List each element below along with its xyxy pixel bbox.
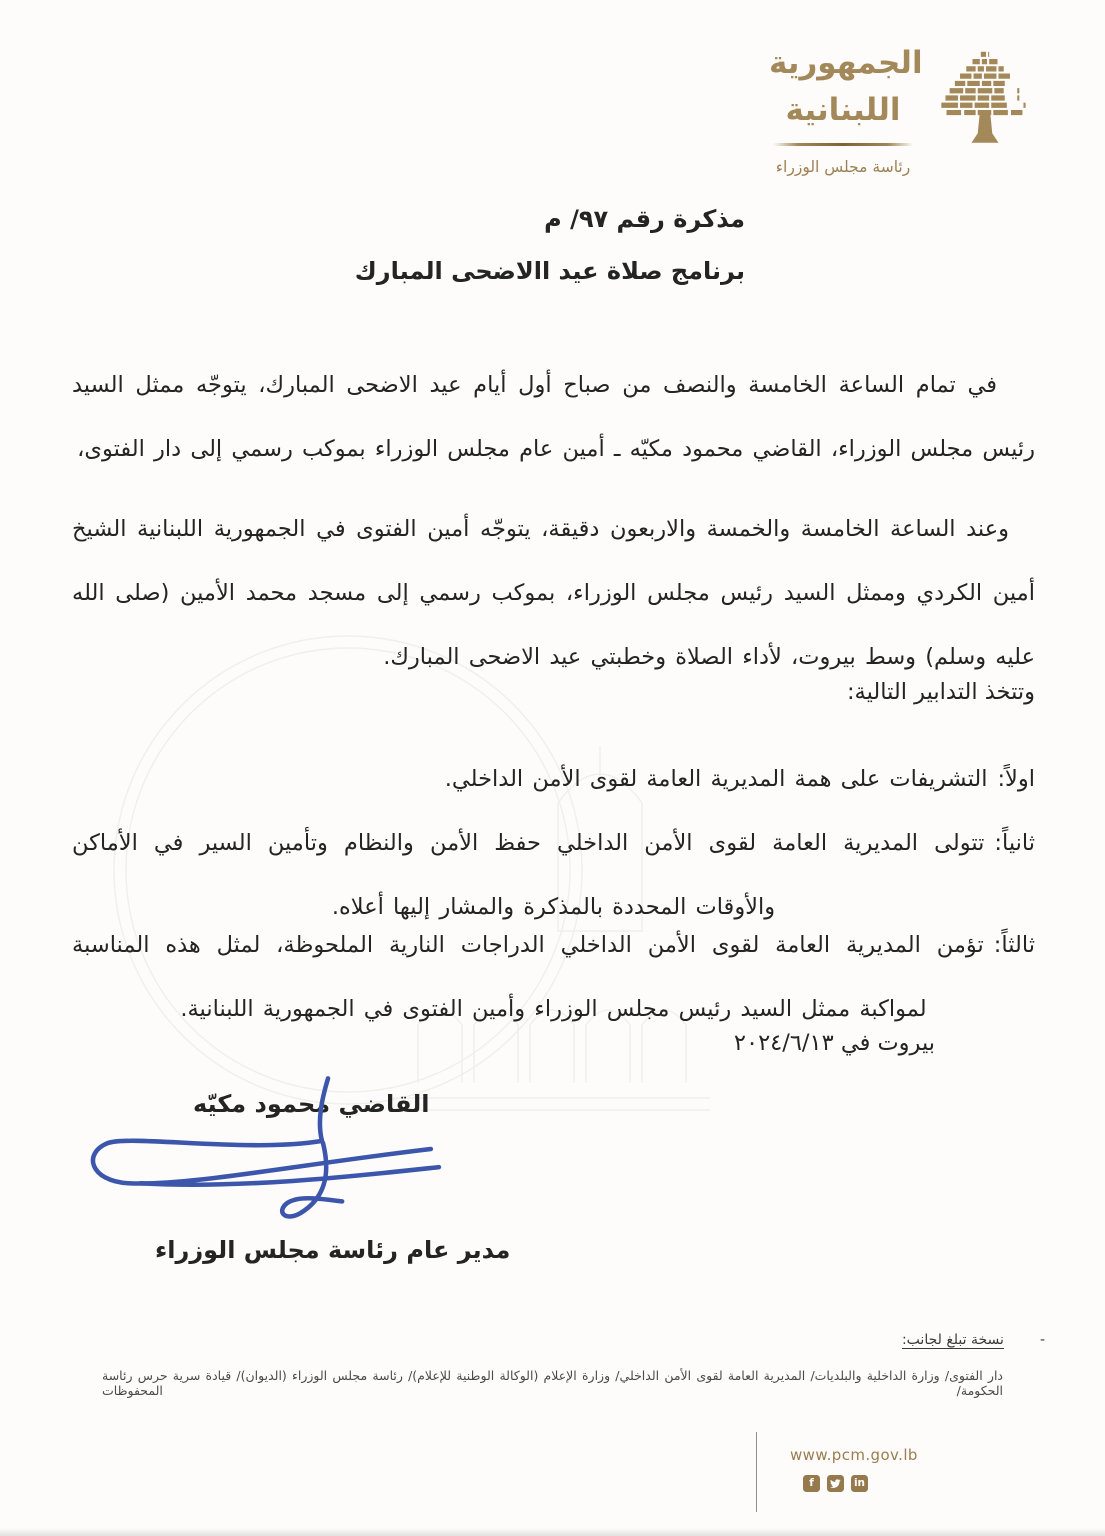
- paragraph-second-procession: وعند الساعة الخامسة والخمسة والاربعون دقيقة، يتوجّه أمين الفتوى في الجمهورية اللبنانية الشيخ أمين الكردي وممثل السيد رئيس مجلس الوزراء، بموكب رسمي إلى مسجد محمد الأمين (صلى الله عليه وسلم) وسط بيروت، لأداء الصلاة وخطبتي عيد الاضحى المبارك.: [72, 515, 1035, 670]
- memo-number-line: مذكرة رقم ٩٧/ م: [544, 205, 745, 233]
- memo-heading-block: [355, 204, 745, 286]
- cc-distribution-list: دار الفتوى/ وزارة الداخلية والبلديات/ المديرية العامة لقوى الأمن الداخلي/ وزارة الإعلام (الوكالة الوطنية للإعلام)/ رئاسة مجلس الوزراء (الديوان)/ قيادة سرية حرس رئاسة الحكومة/ المحفوظات: [102, 1368, 1003, 1398]
- measure-2-text: تتولى المديرية العامة لقوى الأمن الداخلي حفظ الأمن والنظام وتأمين السير في الأماكن والأوقات المحددة بالمذكرة والمشار إليها أعلاه.: [72, 829, 985, 920]
- emblem-republic-line2: اللبنانية: [785, 92, 901, 128]
- signatory-name: القاضي محمود مكيّه: [193, 1090, 430, 1118]
- cedar-tree-icon: [937, 46, 1033, 150]
- footer-vertical-divider: [756, 1432, 757, 1512]
- emblem-text-block: [769, 40, 923, 176]
- measure-item-1: [72, 747, 1035, 811]
- measure-1-label: اولاً:: [997, 765, 1035, 792]
- cc-heading-label: نسخة تبلغ لجانب:: [901, 1332, 1004, 1348]
- measure-2-label: ثانياً:: [994, 829, 1035, 856]
- facebook-icon: f: [803, 1475, 820, 1492]
- social-icons-row: [803, 1475, 868, 1492]
- signatory-title: مدير عام رئاسة مجلس الوزراء: [155, 1236, 511, 1264]
- emblem-office-label: رئاسة مجلس الوزراء: [775, 158, 911, 176]
- website-url: www.pcm.gov.lb: [790, 1446, 918, 1464]
- date-place-line: بيروت في ٢٠٢٤/٦/١٣: [733, 1030, 935, 1056]
- letterhead-emblem: [769, 40, 1033, 176]
- twitter-icon: [827, 1475, 844, 1492]
- measures-intro-line: وتتخذ التدابير التالية:: [846, 679, 1035, 705]
- linkedin-icon: in: [851, 1475, 868, 1492]
- emblem-republic-line1: الجمهورية: [769, 45, 923, 81]
- cc-dash-bullet: -: [1039, 1332, 1045, 1348]
- handwritten-signature: [80, 1076, 448, 1228]
- measure-item-3: [72, 913, 1035, 1041]
- memo-subject-line: برنامج صلاة عيد االاضحى المبارك: [354, 257, 745, 285]
- measure-3-text: تؤمن المديرية العامة لقوى الأمن الداخلي الدراجات النارية الملحوظة، لمثل هذه المناسبة لمواكبة ممثل السيد رئيس مجلس الوزراء وأمين الفتوى في الجمهورية اللبنانية.: [72, 931, 984, 1022]
- measure-3-label: ثالثاً:: [993, 931, 1035, 958]
- paragraph-first-procession: في تمام الساعة الخامسة والنصف من صباح أول أيام عيد الاضحى المبارك، يتوجّه ممثل السيد رئيس مجلس الوزراء، القاضي محمود مكيّه ـ أمين عام مجلس الوزراء بموكب رسمي إلى دار الفتوى،: [72, 371, 1035, 462]
- measure-1-text: التشريفات على همة المديرية العامة لقوى الأمن الداخلي.: [444, 765, 988, 792]
- cc-heading-row: [902, 1332, 1045, 1348]
- scan-edge-shadow: [0, 1528, 1105, 1536]
- emblem-divider: [773, 143, 913, 146]
